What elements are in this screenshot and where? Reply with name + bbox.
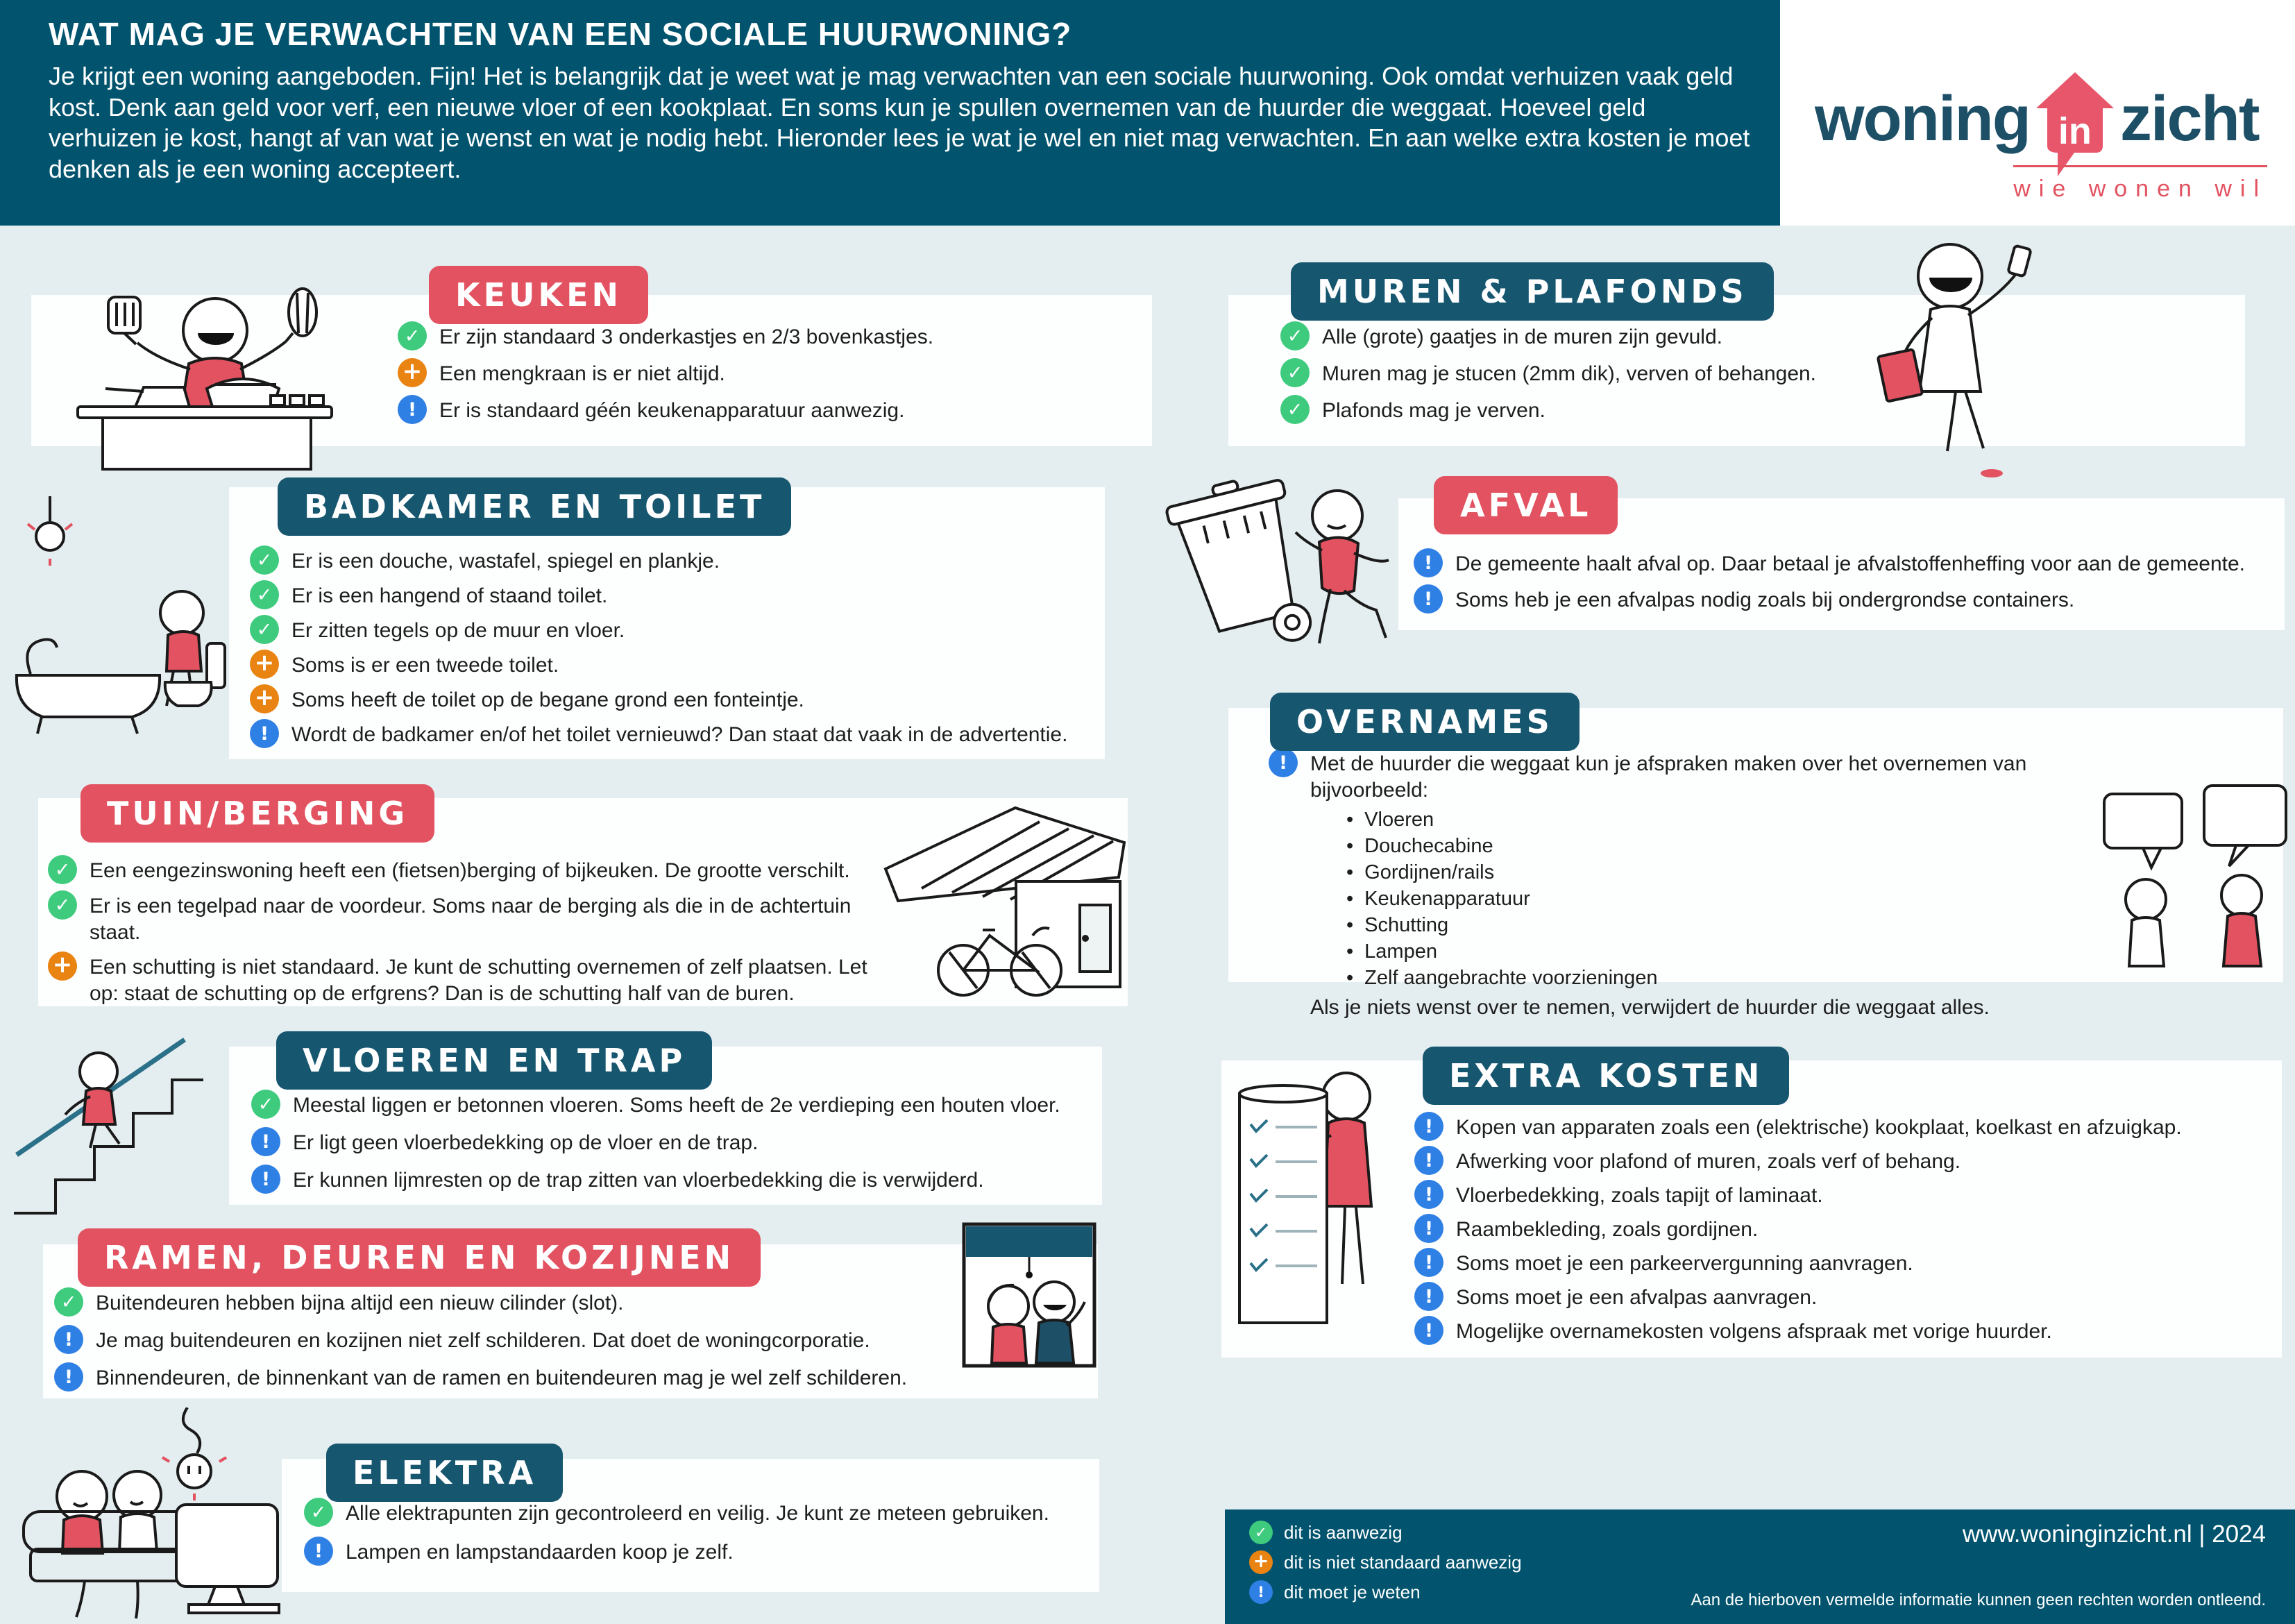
list-item: ✓ Plafonds mag je verven. <box>1280 395 2224 424</box>
plus-icon <box>1249 1550 1273 1574</box>
info-icon <box>1414 1146 1443 1175</box>
check-icon <box>398 321 427 350</box>
legend-item <box>1249 1580 1522 1604</box>
legend-label: dit is aanwezig <box>1284 1521 1403 1543</box>
legend-item <box>1249 1521 1522 1544</box>
check-icon <box>250 580 279 609</box>
list-item: + Een schutting is niet standaard. Je kunt de schutting overnemen of zelf plaatsen. Let op: staat de schutting op de erfgrens? Dan is de schutting half van de buren. <box>48 951 878 1006</box>
list-item: + Soms heeft de toilet op de begane grond een fonteintje. <box>250 684 1088 713</box>
info-icon <box>398 395 427 424</box>
list-item: ✓ Er zitten tegels op de muur en vloer. <box>250 615 1088 644</box>
list-item: ✓ Er zijn standaard 3 onderkastjes en 2/3 bovenkastjes. <box>398 321 1131 350</box>
overname-note: Als je niets wenst over te nemen, verwijdert de huurder die weggaat alles. <box>1310 995 1990 1019</box>
section-title-muren-plafonds: MUREN & PLAFONDS <box>1291 262 1774 321</box>
list-item: ! Met de huurder die weggaat kun je afspraken maken over het overnemen van bijvoorbeeld: <box>1269 748 2082 803</box>
intro-text: Je krijgt een woning aangeboden. Fijn! Het is belangrijk dat je weet wat je mag verwachten van een sociale huurwoning. Ook omdat verhuizen vaak geld kost. Denk aan geld voor verf, een nieuwe vloer of een kookplaat. En soms kun je spullen overnemen van de huurder die weggaat. Hoeveel geld verhuizen je kost, hangt af van wat je wenst en wat je nodig hebt. Hieronder lees je wat je wel en niet mag verwachten. En aan welke extra kosten je moet denken als je een woning accepteert. <box>49 62 1750 183</box>
section-title-ramen-deuren: RAMEN, DEUREN EN KOZIJNEN <box>78 1228 761 1287</box>
disclaimer-text: Aan de hierboven vermelde informatie kunnen geen rechten worden ontleend. <box>1691 1591 2266 1609</box>
list-item: ! Soms heb je een afvalpas nodig zoals bij ondergrondse containers. <box>1414 584 2271 614</box>
list-item: + Een mengkraan is er niet altijd. <box>398 358 1131 387</box>
legend-label: dit moet je weten <box>1284 1581 1421 1602</box>
talking-people-illustration <box>2100 783 2290 977</box>
legend-item <box>1249 1550 1522 1574</box>
check-icon <box>304 1498 333 1527</box>
section-title-vloeren-trap: VLOEREN EN TRAP <box>276 1031 712 1090</box>
check-icon <box>48 855 77 884</box>
logo-word-in: in <box>2058 110 2092 152</box>
info-icon <box>1414 1112 1443 1141</box>
list-item: ✓ Muren mag je stucen (2mm dik), verven of behangen. <box>1280 358 2224 387</box>
section-title-elektra: ELEKTRA <box>326 1444 563 1502</box>
stairs-illustration <box>8 1008 206 1216</box>
window-selfie-illustration <box>961 1221 1097 1382</box>
check-icon <box>1249 1521 1273 1544</box>
section-title-extra-kosten: EXTRA KOSTEN <box>1423 1047 1789 1105</box>
website-url: www.woninginzicht.nl | 2024 <box>1962 1521 2266 1548</box>
list-item: ✓ Er is een tegelpad naar de voordeur. Soms naar de berging als die in de achtertuin staat. <box>48 890 878 945</box>
overname-item: • Keukenapparatuur <box>1346 886 2082 913</box>
logo-tagline: wie wonen wil <box>2013 165 2267 203</box>
list-item: ! Binnendeuren, de binnenkant van de ramen en buitendeuren mag je wel zelf schilderen. <box>54 1362 952 1392</box>
trash-bin-illustration <box>1149 462 1402 659</box>
logo-word-zicht: zicht <box>2119 83 2259 154</box>
info-icon <box>1414 584 1443 614</box>
info-icon <box>1414 1180 1443 1209</box>
house-icon <box>2034 69 2116 179</box>
info-icon <box>1269 748 1298 777</box>
overname-item: • Zelf aangebrachte voorzieningen <box>1346 965 2082 992</box>
shed-bicycle-illustration <box>880 800 1130 1002</box>
info-icon <box>1414 1214 1443 1243</box>
list-item: ! Afwerking voor plafond of muren, zoals verf of behang. <box>1414 1146 2268 1175</box>
check-icon <box>48 890 77 920</box>
legend <box>1249 1521 1522 1604</box>
section-title-keuken: KEUKEN <box>429 266 648 324</box>
list-item: ✓ Alle elektrapunten zijn gecontroleerd en veilig. Je kunt ze meteen gebruiken. <box>304 1498 1085 1527</box>
overname-item: • Gordijnen/rails <box>1346 860 2082 886</box>
info-icon <box>1414 1316 1443 1345</box>
list-item: ✓ Een eengezinswoning heeft een (fietsen)berging of bijkeuken. De grootte verschilt. <box>48 855 878 884</box>
page-title: WAT MAG JE VERWACHTEN VAN EEN SOCIALE HUURWONING? <box>49 16 1072 52</box>
list-item: ! Je mag buitendeuren en kozijnen niet zelf schilderen. Dat doet de woningcorporatie. <box>54 1325 952 1354</box>
list-item: ! Er kunnen lijmresten op de trap zitten van vloerbedekking die is verwijderd. <box>251 1165 1088 1194</box>
list-item: ! Lampen en lampstandaarden koop je zelf. <box>304 1537 1085 1566</box>
info-icon <box>304 1537 333 1566</box>
list-item: ! Raambekleding, zoals gordijnen. <box>1414 1214 2268 1243</box>
list-item: ✓ Alle (grote) gaatjes in de muren zijn gevuld. <box>1280 321 2224 350</box>
couch-tv-illustration <box>15 1407 282 1621</box>
section-title-tuin-berging: TUIN/BERGING <box>81 784 434 843</box>
check-icon <box>1280 395 1310 424</box>
list-item: ✓ Meestal liggen er betonnen vloeren. Soms heeft de 2e verdieping een houten vloer. <box>251 1090 1088 1119</box>
section-title-badkamer: BADKAMER EN TOILET <box>278 477 791 536</box>
check-icon <box>251 1090 280 1119</box>
info-icon <box>250 719 279 748</box>
list-item: ! Er ligt geen vloerbedekking op de vloer en de trap. <box>251 1127 1088 1156</box>
overname-list <box>1346 807 2082 992</box>
info-icon <box>1414 548 1443 577</box>
check-icon <box>250 545 279 575</box>
footer <box>1225 1509 2295 1624</box>
logo-word-woning: woning <box>1815 83 2030 154</box>
overname-item: • Lampen <box>1346 939 2082 965</box>
info-icon <box>1414 1282 1443 1311</box>
list-item: + Soms is er een tweede toilet. <box>250 650 1088 679</box>
logo <box>1815 64 2258 174</box>
section-title-afval: AFVAL <box>1434 476 1618 534</box>
plus-icon <box>250 684 279 713</box>
bathroom-illustration <box>7 496 229 756</box>
info-icon <box>1249 1580 1273 1604</box>
list-item: ! Kopen van apparaten zoals een (elektrische) kookplaat, koelkast en afzuigkap. <box>1414 1112 2268 1141</box>
info-icon <box>251 1127 280 1156</box>
info-icon <box>251 1165 280 1194</box>
plus-icon <box>250 650 279 679</box>
list-item: ! Soms moet je een afvalpas aanvragen. <box>1414 1282 2268 1311</box>
checklist-person-illustration <box>1227 1054 1390 1348</box>
check-icon <box>54 1287 83 1317</box>
info-icon <box>54 1325 83 1354</box>
logo-area <box>1780 0 2295 226</box>
check-icon <box>1280 358 1310 387</box>
kitchen-illustration <box>42 276 361 474</box>
plus-icon <box>48 951 77 981</box>
list-item: ! Wordt de badkamer en/of het toilet vernieuwd? Dan staat dat vaak in de advertentie. <box>250 719 1088 748</box>
legend-label: dit is niet standaard aanwezig <box>1284 1551 1522 1573</box>
plus-icon <box>398 358 427 387</box>
list-item: ! Soms moet je een parkeervergunning aanvragen. <box>1414 1248 2268 1277</box>
list-item: ✓ Buitendeuren hebben bijna altijd een nieuw cilinder (slot). <box>54 1287 952 1317</box>
section-title-overnames: OVERNAMES <box>1270 693 1580 751</box>
list-item: ✓ Er is een douche, wastafel, spiegel en plankje. <box>250 545 1088 575</box>
overname-item: • Vloeren <box>1346 807 2082 834</box>
celebrating-person-illustration <box>1846 229 2054 482</box>
list-item: ! Er is standaard géén keukenapparatuur aanwezig. <box>398 395 1131 424</box>
check-icon <box>1280 321 1310 350</box>
overname-item: • Douchecabine <box>1346 834 2082 860</box>
list-item: ! De gemeente haalt afval op. Daar betaal je afvalstoffenheffing voor aan de gemeente. <box>1414 548 2271 577</box>
overname-item: • Schutting <box>1346 913 2082 939</box>
info-icon <box>1414 1248 1443 1277</box>
list-item: ✓ Er is een hangend of staand toilet. <box>250 580 1088 609</box>
check-icon <box>250 615 279 644</box>
list-item: ! Mogelijke overnamekosten volgens afspraak met vorige huurder. <box>1414 1316 2268 1345</box>
info-icon <box>54 1362 83 1392</box>
list-item: ! Vloerbedekking, zoals tapijt of laminaat. <box>1414 1180 2268 1209</box>
